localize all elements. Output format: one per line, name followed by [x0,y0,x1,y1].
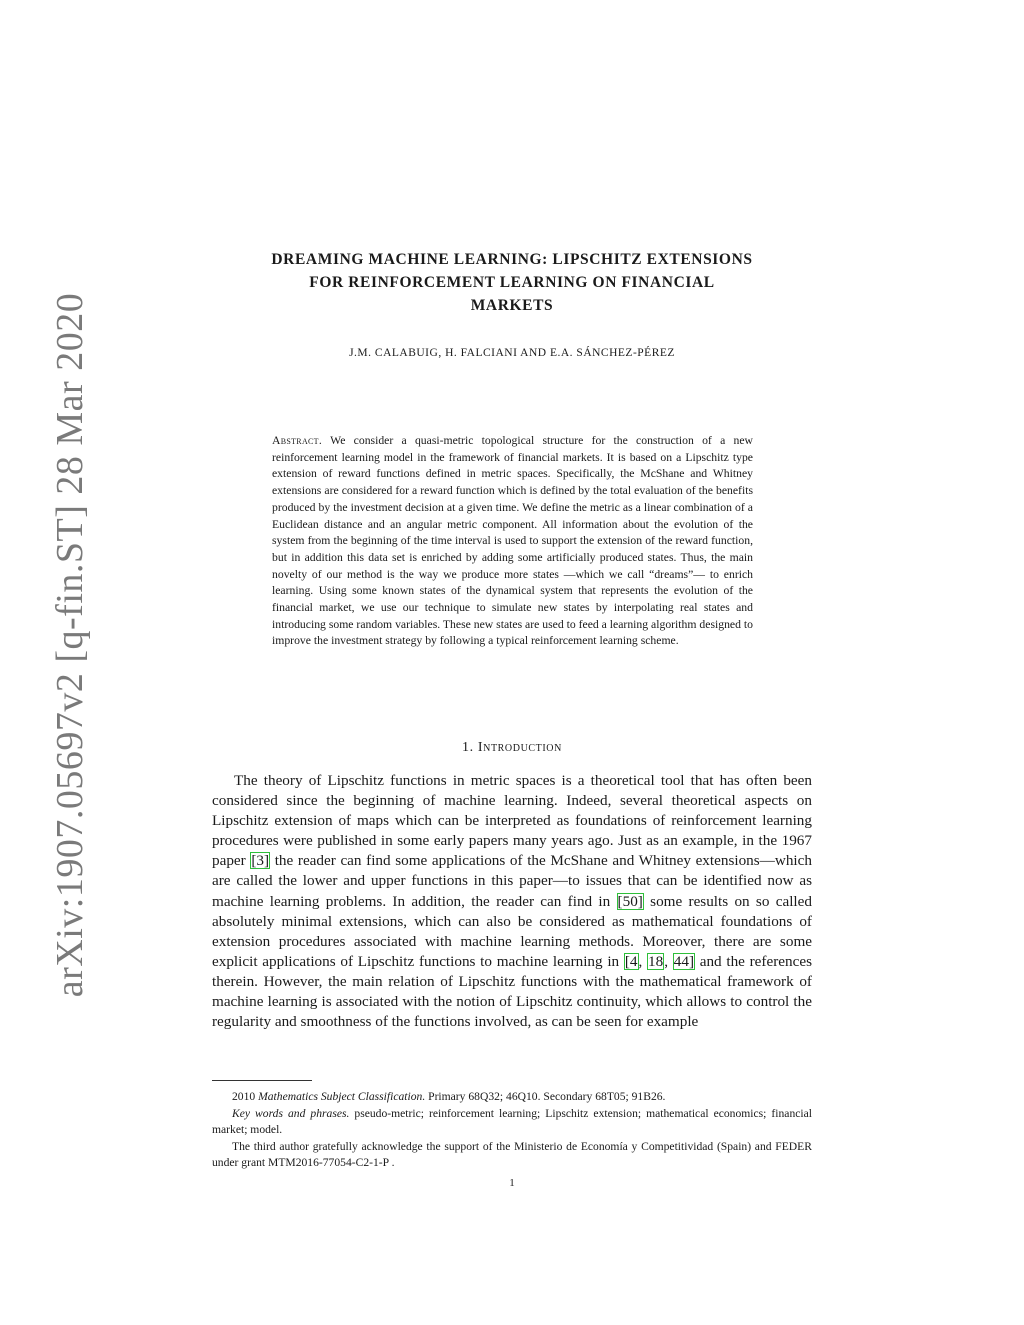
abstract-text: We consider a quasi-metric topological structure for the construction of a new reinforcement learning model in the framework of financial markets. It is based on a Lipschitz type extension of reward functions defined in metric spaces. Specifically, the McShane and Whitney extensions are considered for a reward function which is defined by the total evaluation of the benefits produced by the investment decision at a given time. We define the metric as a linear combination of a Euclidean distance and an angular metric component. All information about the evolution of the system from the beginning of the time interval is used to support the extension of the reward function, but in addition this data set is enriched by adding some artificially produced states. Thus, the main novelty of our method is the way we produce more states —which we call “dreams”— to enrich learning. Using some known states of the dynamical system that represents the evolution of the financial market, we use our technique to simulate new states by interpolating real states and introducing some random variables. These new states are used to feed a learning algorithm designed to improve the investment strategy by following a typical reinforcement learning scheme. [272,434,753,648]
footnote-divider [212,1080,312,1081]
citation-separator: , [664,952,673,970]
citation-link[interactable]: [50] [617,892,643,910]
footnote-msc-text: Primary 68Q32; 46Q10. Secondary 68T05; 91B26. [425,1090,666,1103]
arxiv-identifier-stamp: arXiv:1907.05697v2 [q-fin.ST] 28 Mar 2020 [49,292,91,998]
intro-text: the reader can find some applications of the McShane and Whitney extensions—which are called the lower and upper functions in this paper—to issues that can be identified now as machine learning problems. In addition, the reader can find in [212,852,812,910]
intro-text: The theory of Lipschitz functions in metric spaces is a theoretical tool that has often been considered since the beginning of machine learning. Indeed, several theoretical aspects on Lipschitz extension of maps which can be interpreted as foundations of reinforcement learning procedures were published in some early papers many years ago. Just as an example, in the 1967 paper [212,772,812,870]
citation-link[interactable]: [4 [624,952,638,970]
author-list: J.M. CALABUIG, H. FALCIANI AND E.A. SÁNCHEZ-PÉREZ [349,347,675,359]
citation-link[interactable]: 44] [673,952,694,970]
title-line: FOR REINFORCEMENT LEARNING ON FINANCIAL [309,274,715,291]
footnote-msc [212,1089,812,1106]
intro-text: some results on so called absolutely minimal extensions, which can also be considered as mathematical foundations of extension procedures associated with machine learning methods. Moreover, there are some explicit applications of Lipschitz functions to machine learning in [212,892,812,970]
citation-link[interactable]: 18 [648,952,664,970]
abstract-label: Abstract. [272,434,323,447]
footnote-keywords [212,1106,812,1139]
abstract [272,433,753,650]
footnotes [212,1089,812,1172]
footnote-keywords-text: pseudo-metric; reinforcement learning; Lipschitz extension; mathematical economics; financial market; model. [212,1106,812,1136]
section-heading [212,740,812,756]
footnote-acknowledgement: The third author gratefully acknowledge the support of the Ministerio de Economía y Competitividad (Spain) and FEDER under grant MTM2016-77054-C2-1-P . [212,1139,812,1169]
citation-separator: , [638,952,648,970]
page-number: 1 [509,1177,515,1189]
footnote-keywords-label: Key words and phrases. [232,1106,350,1120]
title-line: DREAMING MACHINE LEARNING: LIPSCHITZ EXTENSIONS [271,251,753,268]
citation-link[interactable]: [3] [251,852,270,870]
footnote-msc-prefix: 2010 [232,1090,259,1103]
title-line: MARKETS [470,297,554,314]
introduction-paragraph [212,771,812,1032]
footnote-msc-label: Mathematics Subject Classification. [258,1090,426,1103]
intro-text: and the references therein. However, the main relation of Lipschitz functions with the mathematical framework of machine learning is associated with the notion of Lipschitz continuity, which allows to control the regularity and smoothness of the functions involved, as can be seen for example [212,952,813,1031]
section-title: Introduction [477,740,562,755]
section-number: 1. [462,740,474,755]
paper-title [212,248,812,317]
